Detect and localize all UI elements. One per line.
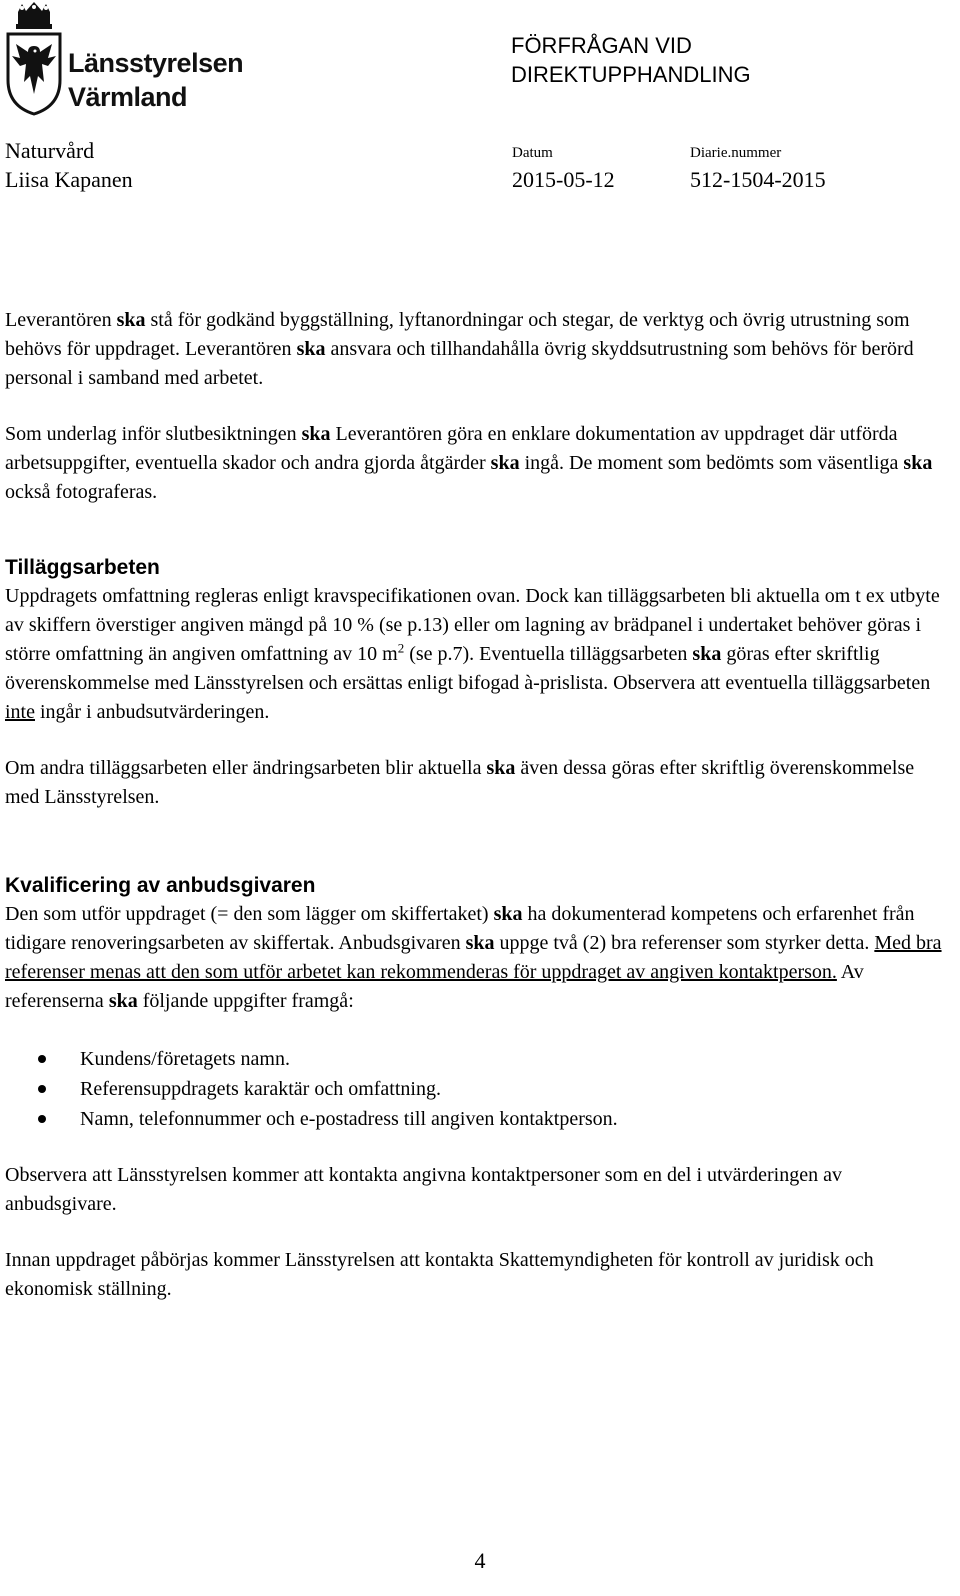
registration-number-label: Diarie.nummer [690,145,782,161]
paragraph-additional-work: Uppdragets omfattning regleras enligt kravspecifikationen ovan. Dock kan tilläggsarbeten bli aktuella om t ex utbyte av skiffern överstiger angiven mängd på 10 % (se p.13) eller om lagning av brädpanel i undertaket behöver göras i större omfattning än angiven omfattning av 10 $m^2$ (se p.7). Eventuella tilläggsarbeten ska göras efter skriftlig överenskommelse med Länsstyrelsen och ersättas enligt bifogad à-prislista. Observera att eventuella tilläggsarbeten inte ingår i anbudsutvärderingen. [5,585,940,723]
document-body [5,306,950,1304]
registration-number-value: 512-1504-2015 [690,167,826,192]
paragraph-tax-authority: Innan uppdraget påbörjas kommer Länsstyrelsen att kontakta Skattemyndigheten för kontroll av juridisk och ekonomisk ställning. [5,1249,874,1300]
agency-logo [4,2,244,116]
paragraph-change-work: Om andra tilläggsarbeten eller ändringsarbeten blir aktuella ska även dessa göras efter skriftlig överenskommelse med Länsstyrelsen. [5,757,915,808]
section-heading-additional-work: Tilläggsarbeten [5,556,160,579]
logo-line-1: Länsstyrelsen [68,48,244,78]
bullet-icon [38,1085,46,1093]
list-item: Kundens/företagets namn. [5,1044,950,1074]
document-type [511,31,751,89]
document-type-line-2: DIREKTUPPHANDLING [511,62,751,87]
paragraph-qualification: Den som utför uppdraget (= den som lägger om skiffertaket) ska ha dokumenterad kompetens och erfarenhet från tidigare renoveringsarbeten av skiffertak. Anbudsgivaren ska uppge två (2) bra referenser som styrker detta. Med bra referenser menas att den som utför arbetet kan rekommenderas för uppdraget av angiven kontaktperson. Av referenserna ska följande uppgifter framgå: [5,903,942,1012]
logo-line-2: Värmland [68,82,188,112]
department: Naturvård [5,138,95,163]
contact-person: Liisa Kapanen [5,167,133,192]
list-item: Referensuppdragets karaktär och omfattning. [5,1074,950,1104]
paragraph-contact-references: Observera att Länsstyrelsen kommer att kontakta angivna kontaktpersoner som en del i utvärderingen av anbudsgivare. [5,1164,842,1215]
reference-requirements-list [5,1044,950,1134]
page-number: 4 [474,1548,486,1573]
list-item: Namn, telefonnummer och e-postadress till angiven kontaktperson. [5,1104,950,1134]
bullet-icon [38,1055,46,1063]
date-value: 2015-05-12 [512,167,615,192]
date-label: Datum [512,145,553,161]
paragraph-supplier-equipment: Leverantören ska stå för godkänd byggställning, lyftanordningar och stegar, de verktyg och övrig utrustning som behövs för uppdraget. Leverantören ska ansvara och tillhandahålla övrig skyddsutrustning som behövs för berörd personal i samband med arbetet. [5,309,914,389]
coat-of-arms-icon [4,2,64,116]
paragraph-final-inspection: Som underlag inför slutbesiktningen ska Leverantören göra en enklare dokumentation av uppdraget där utförda arbetsuppgifter, eventuella skador och andra gjorda åtgärder ska ingå. De moment som bedömts som väsentliga ska också fotograferas. [5,423,933,503]
logo-wordmark [68,46,243,114]
bullet-icon [38,1115,46,1123]
section-heading-qualification: Kvalificering av anbudsgivaren [5,874,316,897]
document-type-line-1: FÖRFRÅGAN VID [511,33,692,58]
